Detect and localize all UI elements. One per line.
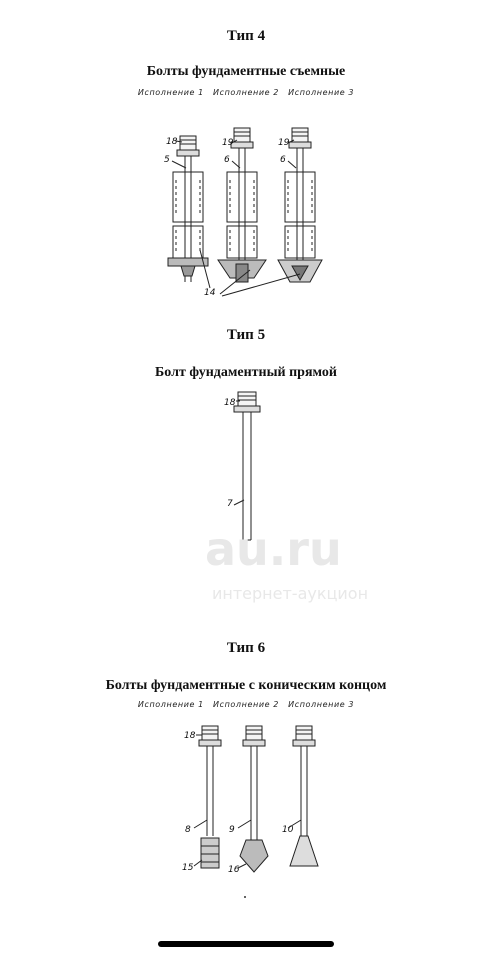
callout-7: 7: [227, 499, 233, 509]
bolt-6-3: [290, 726, 318, 866]
home-indicator[interactable]: [158, 941, 334, 947]
bolt-6-1: [199, 726, 221, 868]
variant-label-3: Исполнение 3: [288, 88, 355, 97]
callout-16: 16: [228, 865, 240, 875]
callout-9: 9: [229, 825, 235, 835]
callout-18: 18: [184, 731, 196, 741]
callout-15: 15: [182, 863, 194, 873]
type-6-title: Тип 6: [226, 640, 266, 656]
callout-18: 18: [224, 398, 236, 408]
callout-10: 10: [282, 825, 294, 835]
type-4-subtitle: Болты фундаментные съемные: [146, 64, 346, 79]
variant-label-1: Исполнение 1: [137, 88, 204, 97]
type-4-title: Тип 4: [226, 28, 266, 44]
watermark-tagline: интернет-аукцион: [212, 584, 369, 603]
type-5-title: Тип 5: [226, 327, 266, 343]
variant-label-3: Исполнение 3: [288, 700, 355, 709]
variant-label-2: Исполнение 2: [213, 700, 279, 709]
callout-6: 6: [224, 155, 230, 165]
type-5-subtitle: Болт фундаментный прямой: [155, 365, 337, 380]
variant-label-2: Исполнение 2: [213, 88, 279, 97]
callout-14: 14: [204, 288, 216, 298]
callout-5: 5: [164, 155, 170, 165]
callout-6: 6: [280, 155, 286, 165]
callout-19: 19: [278, 138, 290, 148]
type-6-subtitle: Болты фундаментные с коническим концом: [105, 678, 387, 693]
callout-8: 8: [185, 825, 191, 835]
bolt-6-2: [240, 726, 268, 872]
callout-19: 19: [222, 138, 234, 148]
watermark-logo: au.ru: [205, 522, 342, 576]
callout-18: 18: [166, 137, 178, 147]
stray-dot: [244, 896, 246, 898]
variant-label-1: Исполнение 1: [137, 700, 204, 709]
